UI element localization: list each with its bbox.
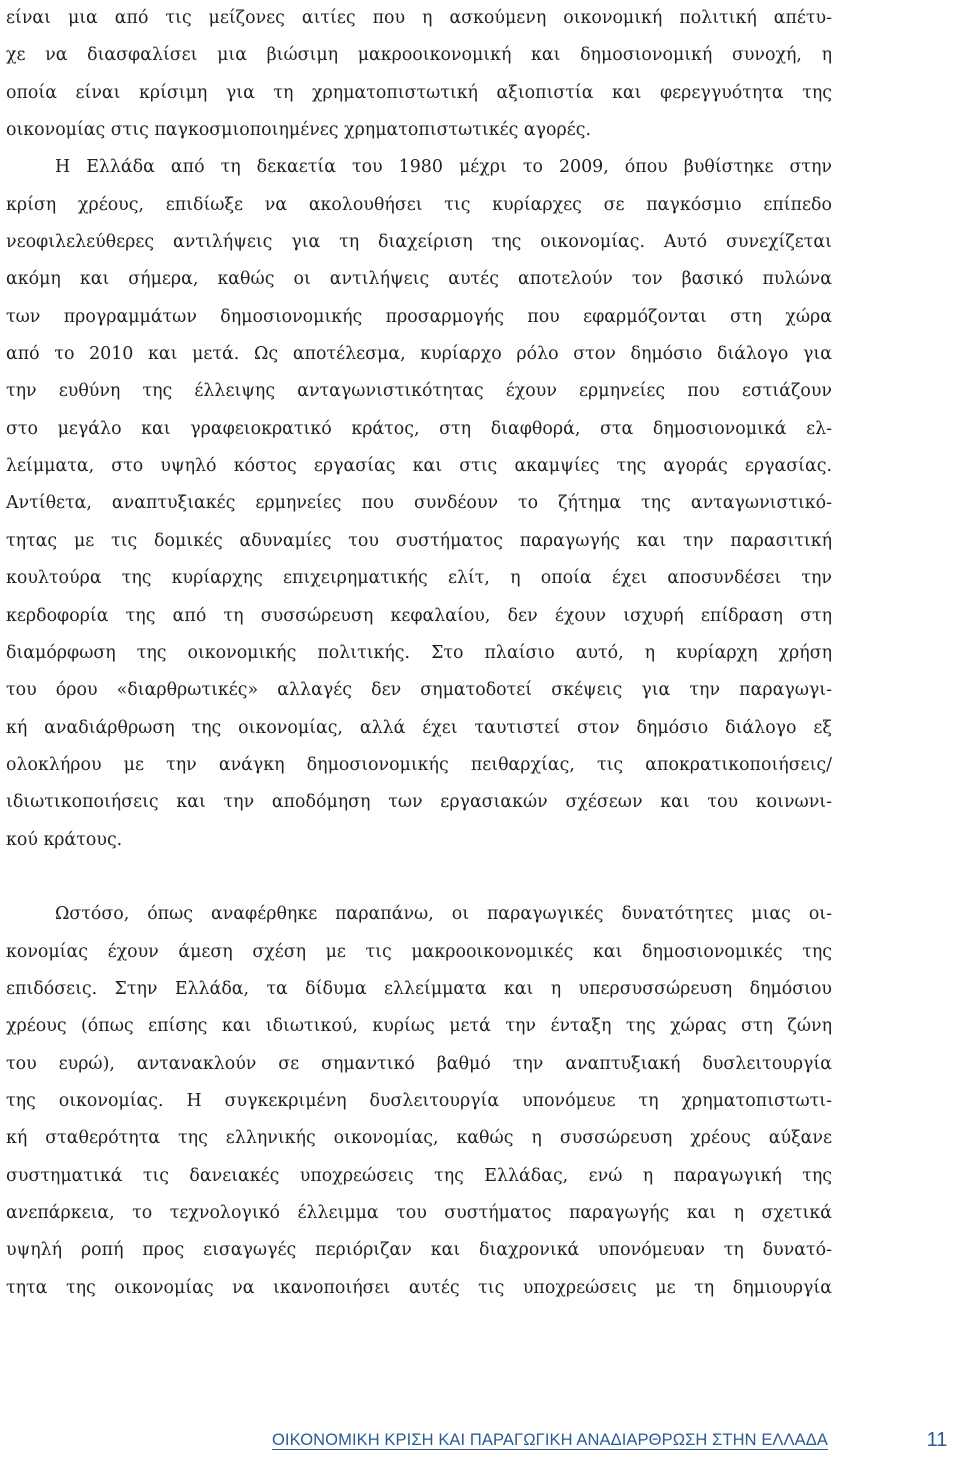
running-footer-title-text: ΟΙΚΟΝΟΜΙΚΗ ΚΡΙΣΗ ΚΑΙ ΠΑΡΑΓΩΓΙΚΗ ΑΝΑΔΙΑΡΘΡΩΣΗ ΣΤΗΝ ΕΛΛΑΔΑ: [272, 1431, 828, 1449]
text-line: ολοκλήρου με την ανάγκη δημοσιονομικής πειθαρχίας, τις αποκρατικοποιήσεις/: [6, 754, 832, 775]
text-line: κή αναδιάρθρωση της οικονομίας, αλλά έχει ταυτιστεί στον δημόσιο διάλογο εξ: [6, 717, 832, 738]
text-line: Αντίθετα, αναπτυξιακές ερμηνείες που συνδέουν το ζήτημα της ανταγωνιστικό-: [6, 493, 832, 514]
text-line: κρίση χρέους, επιδίωξε να ακολουθήσει τις κυρίαρχες σε παγκόσμιο επίπεδο: [6, 194, 832, 215]
text-line: χε να διασφαλίσει μια βιώσιμη μακροοικονομική και δημοσιονομική συνοχή, η: [6, 45, 832, 66]
text-line: λείμματα, στο υψηλό κόστος εργασίας και στις ακαμψίες της αγοράς εργασίας.: [6, 456, 832, 477]
text-line: τητας με τις δομικές αδυναμίες του συστήματος παραγωγής και την παρασιτική: [6, 530, 832, 551]
text-line: επιδόσεις. Στην Ελλάδα, τα δίδυμα ελλείμματα και η υπερσυσσώρευση δημόσιου: [6, 978, 832, 999]
text-line: ακόμη και σήμερα, καθώς οι αντιλήψεις αυτές αποτελούν τον βασικό πυλώνα: [6, 269, 832, 290]
text-line: της οικονομίας. Η συγκεκριμένη δυσλειτουργία υπονόμευε τη χρηματοπιστωτι-: [6, 1090, 832, 1111]
text-line: υψηλή ροπή προς εισαγωγές περιόριζαν και διαχρονικά υπονόμευαν τη δυνατό-: [6, 1240, 832, 1261]
text-line: είναι μια από τις μείζονες αιτίες που η ασκούμενη οικονομική πολιτική απέτυ-: [6, 8, 832, 28]
text-line: χρέους (όπως επίσης και ιδιωτικού, κυρίως μετά την ένταξη της χώρας στη ζώνη: [6, 1016, 832, 1037]
text-line: οποία είναι κρίσιμη για τη χρηματοπιστωτική αξιοπιστία και φερεγγυότητα της: [6, 82, 832, 103]
text-line: ανεπάρκεια, το τεχνολογικό έλλειμμα του συστήματος παραγωγής και η σχετικά: [6, 1203, 832, 1223]
text-line: νεοφιλελεύθερες αντιλήψεις για τη διαχείριση της οικονομίας. Αυτό συνεχίζεται: [6, 232, 832, 253]
paragraph-2: [6, 149, 832, 859]
text-line: Η Ελλάδα από τη δεκαετία του 1980 μέχρι το 2009, όπου βυθίστηκε στην: [55, 157, 832, 178]
text-line: τητα της οικονομίας να ικανοποιήσει αυτές τις υποχρεώσεις με τη δημιουργία: [6, 1277, 832, 1298]
text-line: κού κράτους.: [6, 829, 123, 850]
paragraph-1: [6, 0, 832, 149]
text-line: Ωστόσο, όπως αναφέρθηκε παραπάνω, οι παραγωγικές δυνατότητες μιας οι-: [55, 904, 832, 925]
running-footer-title: [0, 1427, 828, 1453]
text-line: του όρου «διαρθρωτικές» αλλαγές δεν σηματοδοτεί σκέψεις για την παραγωγι-: [6, 680, 832, 701]
paragraph-spacer: [6, 859, 832, 896]
text-line: κονομίας έχουν άμεση σχέση με τις μακροοικονομικές και δημοσιονομικές της: [6, 941, 832, 962]
text-line: των προγραμμάτων δημοσιονομικής προσαρμογής που εφαρμόζονται στη χώρα: [6, 306, 832, 327]
text-line: από το 2010 και μετά. Ως αποτέλεσμα, κυρίαρχο ρόλο στον δημόσιο διάλογο για: [6, 344, 832, 365]
text-line: την ευθύνη της έλλειψης ανταγωνιστικότητας έχουν ερμηνείες που εστιάζουν: [6, 381, 832, 402]
text-line: συστηματικά τις δανειακές υποχρεώσεις της Ελλάδας, ενώ η παραγωγική της: [6, 1165, 832, 1186]
text-line: κή σταθερότητα της ελληνικής οικονομίας, καθώς η συσσώρευση χρέους αύξανε: [6, 1128, 832, 1149]
text-line: κερδοφορία της από τη συσσώρευση κεφαλαίου, δεν έχουν ισχυρή επίδραση στη: [6, 605, 832, 626]
text-line: οικονομίας στις παγκοσμιοποιημένες χρηματοπιστωτικές αγορές.: [6, 120, 591, 141]
text-line: κουλτούρα της κυρίαρχης επιχειρηματικής ελίτ, η οποία έχει αποσυνδέσει την: [6, 568, 832, 589]
paragraph-3: [6, 896, 832, 1307]
text-line: στο μεγάλο και γραφειοκρατικό κράτος, στη διαφθορά, στα δημοσιονομικά ελ-: [6, 418, 832, 439]
page-number: 11: [926, 1429, 948, 1451]
text-line: του ευρώ), αντανακλούν σε σημαντικό βαθμό την αναπτυξιακή δυσλειτουργία: [6, 1053, 832, 1074]
text-line: διαμόρφωση της οικονομικής πολιτικής. Στο πλαίσιο αυτό, η κυρίαρχη χρήση: [6, 642, 832, 663]
text-line: ιδιωτικοποιήσεις και την αποδόμηση των εργασιακών σχέσεων και του κοινωνι-: [6, 792, 832, 813]
page-body: [6, 0, 832, 1307]
